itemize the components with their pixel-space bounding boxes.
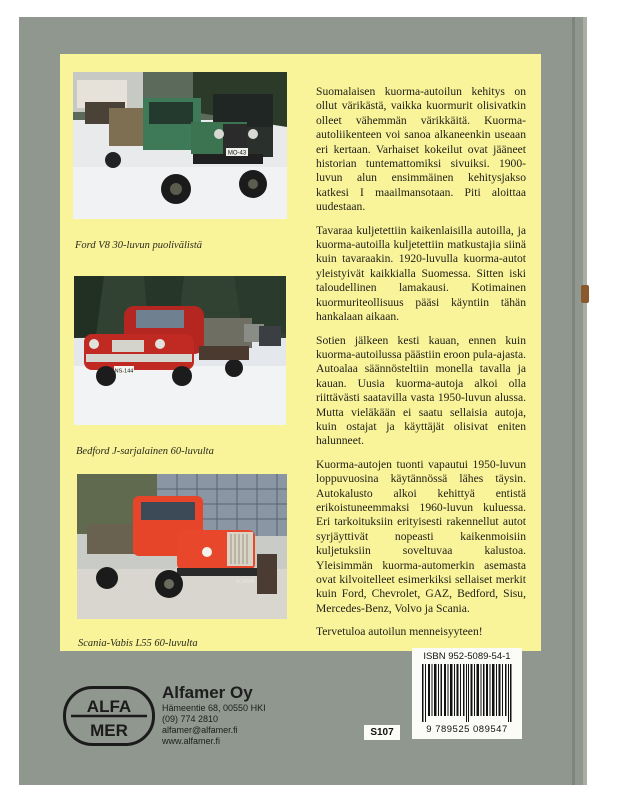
- paragraph-3: Sotien jälkeen kesti kauan, ennen kuin kuorma-autoilussa päästiin eroon pula-ajasta. Autoalaa säännösteltiin monella tavalla ja kauan. Uusia kuorma-autoja alkoi olla riittävästi saatavilla vasta 1950-luvun alussa. Mutta vieläkään ei saatu sellaisia autoja, kuin ostajat ja käyttäjät olisivat eniten halunneet.: [316, 333, 526, 448]
- barcode-number: 9 789525 089547: [426, 724, 508, 735]
- photo1-plate: MO-43: [227, 150, 247, 157]
- logo-text-bottom: MER: [90, 721, 128, 740]
- bookmark-ribbon: [581, 285, 589, 303]
- paragraph-4: Kuorma-autojen tuonti vapautui 1950-luvun loppuvuosina käytännössä lähes täysin. Autokalusto alkoi kehittyä entistä erikoistuneemmaksi 1960-luvun kuluessa. Eri tarkoituksiin erityisesti rakennellut autot syrjäyttivät nopeasti kaikenmoisiin kuljetuksiin soveltuvaa kalustoa. Yleisimmän kuorma-automerkin asemasta ovat kilvoitelleet esimerkiksi sellaiset merkit kuin Ford, Chevrolet, GAZ, Bedford, Sisu, Mercedes-Benz, Volvo ja Scania.: [316, 457, 526, 615]
- publisher-email: alfamer@alfamer.fi: [162, 725, 238, 735]
- svg-text:NS-144: NS-144: [114, 368, 134, 375]
- paragraph-1: Suomalaisen kuorma-autoilun kehitys on ollut värikästä, vaikka kuormurit olisivatkin olleet vähemmän värikkäitä. Kuorma-autoliikenteen voi sanoa alkaneenkin useaan eri kertaan. Varhaiset kokeilut ovat jääneet historian tuntemattomiksi sivuiksi. 1900-luvun alun ensimmäinen kehitysjakso katkesi I maailmansotaan. Piti aloittaa uudestaan.: [316, 85, 526, 214]
- photo1-caption: Ford V8 30-luvun puolivälistä: [75, 240, 203, 251]
- alfamer-logo: [63, 686, 155, 746]
- publisher-name: Alfamer Oy: [162, 683, 253, 702]
- product-code: S107: [364, 725, 400, 740]
- photo2-caption: Bedford J-sarjalainen 60-luvulta: [76, 446, 214, 457]
- photo-ford-v8: [73, 72, 287, 219]
- isbn-barcode: [412, 648, 522, 739]
- photo-bedford: [74, 276, 286, 425]
- photo3-caption: Scania-Vabis L55 60-luvulta: [78, 638, 198, 649]
- spine-hinge: [572, 17, 575, 785]
- book-back-cover: [19, 17, 587, 785]
- photo3-brand: SCANIA: [235, 579, 255, 585]
- isbn-label: ISBN 952-5089-54-1: [423, 651, 511, 662]
- logo-text-top: ALFA: [86, 697, 132, 716]
- paragraph-5: Tervetuloa autoilun menneisyyteen!: [316, 625, 483, 639]
- barcode-bars: [422, 664, 512, 722]
- photo-scania-vabis: [77, 474, 287, 619]
- content-panel: [60, 54, 541, 651]
- body-text: [316, 85, 526, 649]
- paragraph-2: Tavaraa kuljetettiin kaikenlaisilla autoilla, ja kuorma-autoilla kuljetettiin matkustajia siinä kuin tavaraakin. 1920-luvulla kuorma-autot yleistyivät kaikkialla Suomessa. Sitten iski taloudellinen lamakausi. Kotimainen kuormuriteollisuus pääsi käyntiin tähän hankalaan aikaan.: [316, 223, 526, 324]
- publisher-phone: (09) 774 2810: [162, 714, 219, 724]
- publisher-address: Hämeentie 68, 00550 HKI: [162, 703, 266, 713]
- publisher-info: [162, 683, 266, 747]
- publisher-web: www.alfamer.fi: [162, 736, 221, 746]
